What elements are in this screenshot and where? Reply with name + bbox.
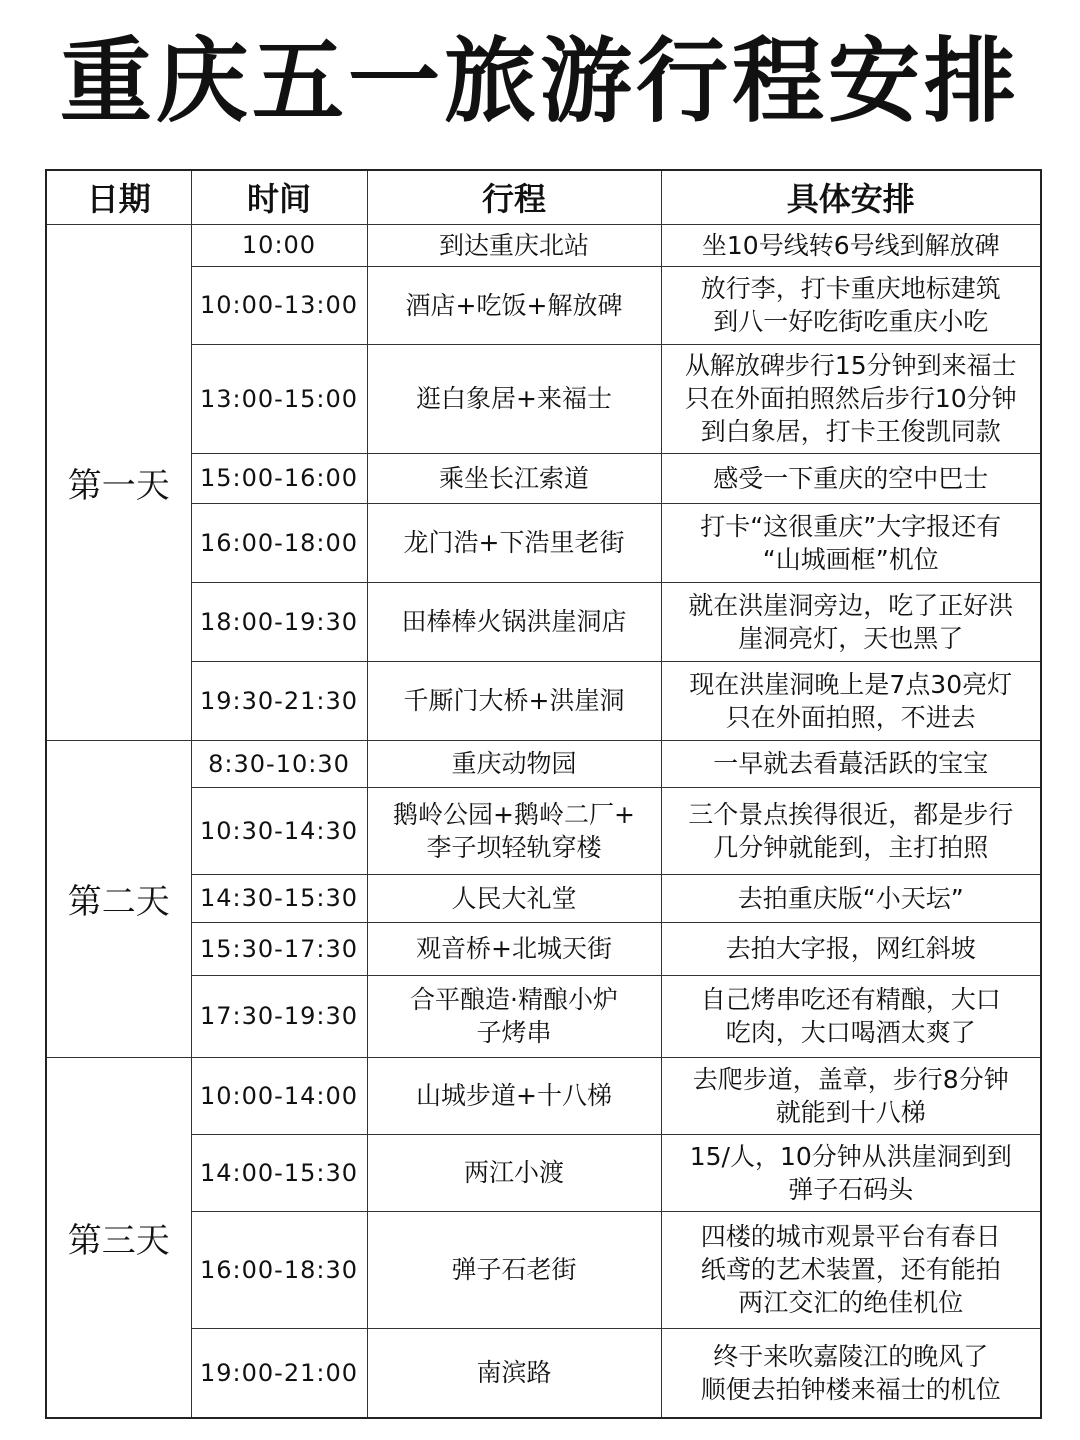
time-cell: 18:00-19:30	[191, 582, 367, 661]
details-cell: 就在洪崖洞旁边，吃了正好洪 崖洞亮灯，天也黑了	[661, 582, 1041, 661]
details-cell: 四楼的城市观景平台有春日 纸鸢的艺术装置，还有能拍 两江交汇的绝佳机位	[661, 1211, 1041, 1328]
details-cell: 一早就去看蕞活跃的宝宝	[661, 740, 1041, 787]
time-cell: 10:00-14:00	[191, 1057, 367, 1134]
time-cell: 15:00-16:00	[191, 453, 367, 503]
details-cell: 从解放碑步行15分钟到来福士 只在外面拍照然后步行10分钟 到白象居，打卡王俊凯同款	[661, 344, 1041, 453]
itinerary-cell: 山城步道+十八梯	[367, 1057, 661, 1134]
details-cell: 去爬步道，盖章，步行8分钟 就能到十八梯	[661, 1057, 1041, 1134]
page-title: 重庆五一旅游行程安排	[59, 28, 1020, 135]
itinerary-cell: 观音桥+北城天街	[367, 922, 661, 975]
header-row	[46, 170, 1041, 224]
itinerary-cell: 合平酿造·精酿小炉 子烤串	[367, 975, 661, 1057]
time-cell: 14:30-15:30	[191, 874, 367, 922]
time-cell: 16:00-18:00	[191, 503, 367, 582]
table-row	[46, 503, 1041, 582]
itinerary-cell: 千厮门大桥+洪崖洞	[367, 661, 661, 740]
time-cell: 10:00	[191, 224, 367, 266]
header-date: 日期	[46, 170, 191, 224]
table-row	[46, 874, 1041, 922]
details-cell: 现在洪崖洞晚上是7点30亮灯 只在外面拍照，不进去	[661, 661, 1041, 740]
details-cell: 去拍重庆版“小天坛”	[661, 874, 1041, 922]
time-cell: 16:00-18:30	[191, 1211, 367, 1328]
details-cell: 自己烤串吃还有精酿，大口 吃肉，大口喝酒太爽了	[661, 975, 1041, 1057]
day-label: 第二天	[46, 740, 191, 1057]
time-cell: 10:00-13:00	[191, 266, 367, 344]
table-row	[46, 1211, 1041, 1328]
table-row	[46, 1057, 1041, 1134]
details-cell: 终于来吹嘉陵江的晚风了 顺便去拍钟楼来福士的机位	[661, 1328, 1041, 1418]
itinerary-cell: 鹅岭公园+鹅岭二厂+ 李子坝轻轨穿楼	[367, 787, 661, 874]
itinerary-cell: 重庆动物园	[367, 740, 661, 787]
day-label: 第三天	[46, 1057, 191, 1418]
table-row	[46, 224, 1041, 266]
itinerary-cell: 南滨路	[367, 1328, 661, 1418]
time-cell: 14:00-15:30	[191, 1134, 367, 1211]
details-cell: 放行李，打卡重庆地标建筑 到八一好吃街吃重庆小吃	[661, 266, 1041, 344]
table-row	[46, 582, 1041, 661]
table-row	[46, 1328, 1041, 1418]
itinerary-body	[46, 224, 1041, 1418]
itinerary-cell: 弹子石老街	[367, 1211, 661, 1328]
time-cell: 17:30-19:30	[191, 975, 367, 1057]
details-cell: 感受一下重庆的空中巴士	[661, 453, 1041, 503]
table-row	[46, 787, 1041, 874]
details-cell: 坐10号线转6号线到解放碑	[661, 224, 1041, 266]
table-row	[46, 1134, 1041, 1211]
time-cell: 15:30-17:30	[191, 922, 367, 975]
details-cell: 去拍大字报，网红斜坡	[661, 922, 1041, 975]
details-cell: 打卡“这很重庆”大字报还有 “山城画框”机位	[661, 503, 1041, 582]
itinerary-cell: 人民大礼堂	[367, 874, 661, 922]
table-row	[46, 740, 1041, 787]
table-row	[46, 975, 1041, 1057]
itinerary-cell: 乘坐长江索道	[367, 453, 661, 503]
table-row	[46, 661, 1041, 740]
time-cell: 19:30-21:30	[191, 661, 367, 740]
header-details: 具体安排	[661, 170, 1041, 224]
itinerary-table	[45, 169, 1042, 1419]
day-label: 第一天	[46, 224, 191, 740]
details-cell: 15/人，10分钟从洪崖洞到到 弹子石码头	[661, 1134, 1041, 1211]
details-cell: 三个景点挨得很近，都是步行 几分钟就能到，主打拍照	[661, 787, 1041, 874]
time-cell: 8:30-10:30	[191, 740, 367, 787]
header-itinerary: 行程	[367, 170, 661, 224]
itinerary-cell: 龙门浩+下浩里老街	[367, 503, 661, 582]
itinerary-cell: 到达重庆北站	[367, 224, 661, 266]
table-row	[46, 922, 1041, 975]
itinerary-cell: 田棒棒火锅洪崖洞店	[367, 582, 661, 661]
table-row	[46, 453, 1041, 503]
itinerary-cell: 逛白象居+来福士	[367, 344, 661, 453]
table-row	[46, 266, 1041, 344]
header-time: 时间	[191, 170, 367, 224]
itinerary-cell: 两江小渡	[367, 1134, 661, 1211]
itinerary-cell: 酒店+吃饭+解放碑	[367, 266, 661, 344]
time-cell: 19:00-21:00	[191, 1328, 367, 1418]
time-cell: 13:00-15:00	[191, 344, 367, 453]
table-row	[46, 344, 1041, 453]
time-cell: 10:30-14:30	[191, 787, 367, 874]
